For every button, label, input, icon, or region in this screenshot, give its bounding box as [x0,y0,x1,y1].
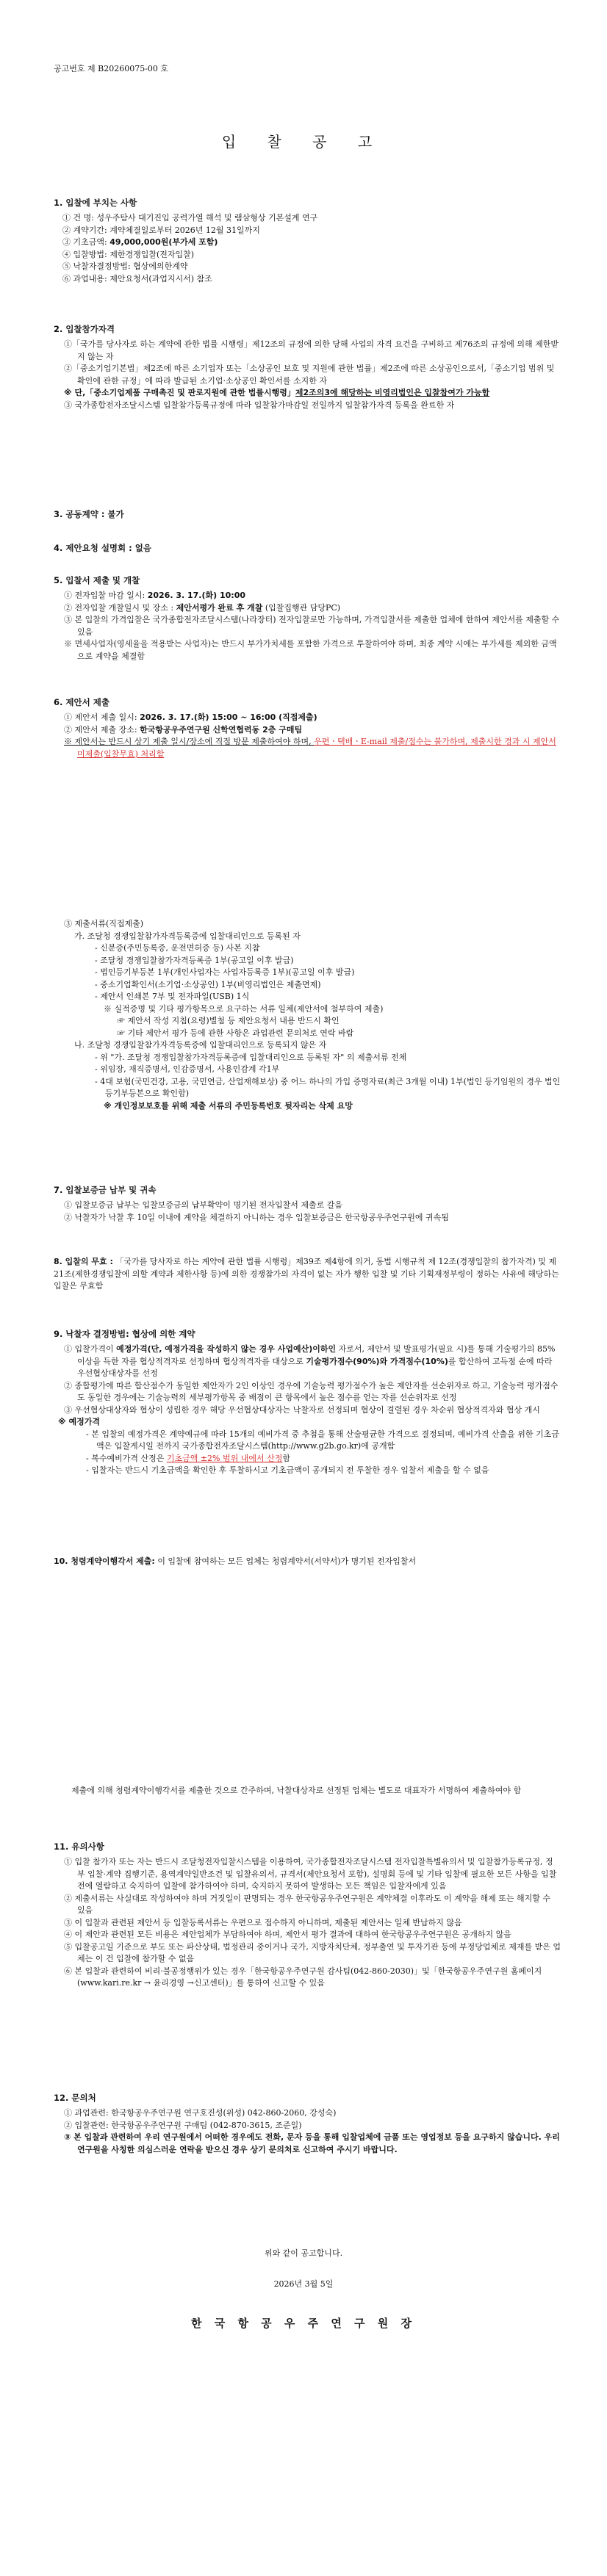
base-amount: 49,000,000원(부가세 포함) [109,237,218,248]
s6b-line-1: ③ 제출서류(직접제출) [64,919,144,928]
s6b-line-4: - 조달청 경쟁입찰참가자격등록증 1부(공고일 이후 발급) [95,955,294,965]
s12-line-2: ② 입찰관련: 한국항공우주연구원 구매팀 (042-870-3615, 조준일) [64,2120,302,2130]
section-9 [54,1328,561,1477]
section-4-heading: 4. 제안요청 설명회 : 없음 [54,543,151,553]
s2-line-1: ①「국가를 당사자로 하는 계약에 관한 법률 시행령」제12조의 규정에 의한 당해 사업의 자격 요건을 구비하고 제76조의 규정에 의해 제한받지 않는 자 [64,339,558,361]
s6-line-1: ① 제안서 제출 일시: 2026. 3. 17.(화) 15:00 ~ 16:00 (직접제출) [64,712,317,723]
s1-line-1: ① 건 명: 성우주탐사 대기진입 공력가열 해석 및 램삼형상 기본설계 연구 [62,213,318,223]
section-11 [54,1841,561,1990]
s11-line-3: ③ 이 입찰과 관련된 제안서 등 입찰등록서류는 우편으로 접수하지 아니하며, 제출된 제안서는 일체 반납하지 않음 [64,1917,462,1927]
s7-line-1: ① 입찰보증금 납부는 입찰보증금의 납부확약이 명기된 전자입찰서 제출로 갈음 [64,1200,343,1211]
section-9-heading: 9. 낙찰자 결정방법: 협상에 의한 계약 [54,1329,195,1339]
s9-line-1: ① 입찰가격이 예정가격(단, 예정가격을 작성하지 않는 경우 사업예산)이하인 자로서, 제안서 및 발표평가(필요 시)를 통해 기술평가의 85%이상을 득한 자를 협상적격자로 선정하며 협상적격자를 대상으로 기술평가점수(90%)와 가격점수(10%)를 합산하여 고득점 순에 따라 우선협상대상자를 선정 [64,1344,556,1379]
section-1 [54,197,561,285]
s6b-line-10: ☞ 기타 제안서 평가 등에 관한 사항은 과업관련 문의처로 연락 바람 [117,1028,354,1038]
s2-line-2: ②「중소기업기본법」제2조에 따른 소기업자 또는「소상공인 보호 및 지원에 관한 법률」제2조에 따른 소상공인으로서,「중소기업 범위 및 확인에 관한 규정」에 따라 발급된 소기업·소상공인 확인서를 소지한 자 [64,364,555,386]
section-8-heading: 8. 입찰의 무효 : [54,1257,113,1266]
page-title: 입 찰 공 고 [221,133,386,151]
s9-line-4: ※ 예정가격 [58,1417,101,1427]
s1-line-5: ⑤ 낙찰자결정방법: 협상에의한계약 [62,261,188,272]
s6b-line-15: ※ 개인정보보호를 위해 제출 서류의 주민등록번호 뒷자리는 삭제 요망 [104,1100,353,1111]
s11-line-5: ⑤ 입찰공고일 기준으로 부도 또는 파산상태, 법정관리 중이거나 국가, 지방자치단체, 정부출연 및 투자기관 등에 부정당업체로 제재를 받은 업체는 이 건 입찰에 참가할 수 없음 [64,1941,561,1964]
section-7-heading: 7. 입찰보증금 납부 및 귀속 [54,1185,157,1195]
section-4 [54,542,561,558]
section-2-heading: 2. 입찰참가자격 [54,324,115,334]
s6b-line-6: - 중소기업확인서(소기업·소상공인) 1부(비영리법인은 제출면제) [95,979,321,989]
section-8 [54,1256,561,1293]
s6b-line-9: ☞ 제안서 작성 지침(요령)별첨 등 제안요청서 내용 반드시 확인 [117,1016,340,1025]
section-10 [54,1556,561,1568]
s6b-line-14: - 4대 보험(국민건강, 고용, 국민연금, 산업재해보상) 중 어느 하나의 가입 증명자료(최근 3개월 이내) 1부(법인 등기임원의 경우 법인등기부등본으로 확인함) [95,1076,561,1098]
section-3 [54,508,561,524]
s9-line-6: - 복수예비가격 산정은 기초금액 ±2% 범위 내에서 산정함 [86,1453,291,1463]
s9-line-3: ③ 우선협상대상자와 협상이 성립한 경우 해당 우선협상대상자는 낙찰자로 선정되며 협상이 결렬된 경우 차순위 협상적격자와 협상 개시 [64,1404,540,1415]
s5-line-2: ② 전자입찰 개찰일시 및 장소 : 제안서평가 완료 후 개찰 (입찰집행관 담당PC) [64,602,341,613]
s5-line-4: ※ 면세사업자(영세율을 적용받는 사업자)는 반드시 부가가치세를 포함한 가격으로 투찰하여야 하며, 최종 계약 시에는 부가세를 제외한 금액으로 계약을 체결함 [64,639,557,661]
section-10-cont: 제출에 의해 청렴계약이행각서를 제출한 것으로 간주하며, 낙찰대상자로 선정된 업체는 별도로 대표자가 서명하여 제출하여야 함 [71,1786,522,1795]
section-2 [54,323,561,411]
s9-line-2: ② 종합평가에 따른 합산점수가 동일한 제안자가 2인 이상인 경우에 기술능력 평가점수가 높은 제안자를 선순위자로 하고, 기술능력 평가점수도 동일한 경우에는 기술능력의 세부평가항목 중 배점이 큰 항목에서 높은 점수를 얻는 자를 선순위자로 선정 [64,1380,558,1403]
s6b-line-5: - 법인등기부등본 1부(개인사업자는 사업자등록증 1부)(공고일 이후 발급) [95,967,355,977]
section-10-text: 10. 청렴계약이행각서 제출: 이 입찰에 참여하는 모든 업체는 청렴계약서(서약서)가 명기된 전자입찰서 [54,1556,417,1566]
section-5 [54,574,561,663]
section-5-heading: 5. 입찰서 제출 및 개찰 [54,575,140,585]
section-1-heading: 1. 입찰에 부치는 사항 [54,198,137,208]
s1-line-4: ④ 입찰방법: 제한경쟁입찰(전자입찰) [62,249,195,259]
closing-date: 2026년 3월 5일 [273,2279,334,2289]
s1-line-3: ③ 기초금액: 49,000,000원(부가세 포함) [62,237,218,248]
issuing-organization: 한 국 항 공 우 주 연 구 원 장 [191,2317,416,2330]
s6-line-3: ※ 제안서는 반드시 상기 제출 일시/장소에 직접 방문 제출하여야 하며, 우편ㆍ택배ㆍE-mail 제출/접수는 불가하며, 제출시한 경과 시 제안서미제출(입찰무효) 처리함 [64,737,556,759]
s6b-line-13: - 위임장, 재직증명서, 인감증명서, 사용인감계 각1부 [95,1064,280,1074]
s6b-line-2: 가. 조달청 경쟁입찰참가자격등록증에 입찰대리인으로 등록된 자 [74,931,301,941]
s2-line-4: ③ 국가종합전자조달시스템 입찰참가등록규정에 따라 입찰참가마감일 전일까지 입찰참가자격 등록을 완료한 자 [64,400,455,410]
s5-line-1: ① 전자입찰 마감 일시: 2026. 3. 17.(화) 10:00 [64,591,245,601]
s9-line-5: - 본 입찰의 예정가격은 계약예규에 따라 15개의 예비가격 중 추첨을 통해 산술평균한 가격으로 결정되며, 예비가격 산출을 위한 기초금액은 입찰게시일 전까지 국가종합전자조달시스템(http://www.g2b.go.kr)에 공개함 [86,1429,559,1451]
s12-line-1: ① 과업관련: 한국항공우주연구원 연구호진성(위성) 042-860-2060, 강성숙) [64,2108,337,2118]
section-10-heading: 10. 청렴계약이행각서 제출: [54,1556,155,1566]
s1-line-6: ⑥ 과업내용: 제안요청서(과업지시서) 참조 [62,273,212,284]
section-6-heading: 6. 제안서 제출 [54,697,109,707]
s7-line-2: ② 낙찰자가 낙찰 후 10일 이내에 계약을 체결하지 아니하는 경우 입찰보증금은 한국항공우주연구원에 귀속됨 [64,1212,449,1222]
s5-line-3: ③ 본 입찰의 가격입찰은 국가종합전자조달시스템(나라장터) 전자입찰로만 가능하며, 가격입찰서를 제출한 업체에 한하여 제안서를 제출할 수 있음 [64,615,560,637]
s6b-line-7: - 제안서 인쇄본 7부 및 전자파일(USB) 1식 [95,992,250,1001]
s11-line-4: ④ 이 제안과 관련된 모든 비용은 제안업체가 부담하여야 하며, 제안서 평가 결과에 대하여 한국항공우주연구원은 공개하지 않음 [64,1930,511,1940]
s6b-line-12: - 위 "가. 조달청 경쟁입찰참가자격등록증에 입찰대리인으로 등록된 자" 의 제출서류 전체 [95,1052,407,1062]
s6-line-2: ② 제안서 제출 장소: 한국항공우주연구원 신학연협력동 2층 구매팀 [64,724,303,735]
s11-line-1: ① 입찰 참가자 또는 자는 반드시 조달청전자입찰시스템을 이용하여, 국가종합전자조달시스템 전자입찰특별유의서 및 입찰참가등록규정, 정부 입찰·계약 집행기준, 용역계약일반조건 및 입찰유의서, 규격서(제안요청서 포함), 설명회 등에 및 기타 입찰에 필요한 모든 사항을 입찰 전에 열람하고 숙지하여 입찰에 참가하여야 하며, 숙지하지 못하여 발생하는 모든 책임은 입찰자에게 있음 [64,1857,557,1891]
s2-line-3: ※ 단,「중소기업제품 구매촉진 및 판로지원에 관한 법률시행령」제2조의3에 해당하는 비영리법인은 입찰참여가 가능함 [64,388,490,398]
section-11-heading: 11. 유의사항 [54,1841,104,1852]
section-3-heading: 3. 공동계약 : 불가 [54,509,124,519]
s11-line-6: ⑥ 본 입찰과 관련하여 비리·불공정행위가 있는 경우「한국항공우주연구원 감사팀(042-860-2030)」및「한국항공우주연구원 홈페이지(www.kari.re.kr → 윤리경영 →신고센터)」를 통하여 신고할 수 있음 [64,1966,542,1988]
s12-line-3: ③ 본 입찰과 관련하여 우리 연구원에서 어떠한 경우에도 전화, 문자 등을 통해 입찰업체에 금품 또는 영업정보 등을 요구하지 않습니다. 우리 연구원을 사칭한 의심스러운 연락을 받으신 경우 상기 문의처로 신고하여 주시기 바랍니다. [64,2132,560,2154]
section-10-continued [54,1785,561,1797]
s9-line-7: - 입찰자는 반드시 기초금액을 확인한 후 투찰하시고 기초금액이 공개되지 전 투찰한 경우 입찰서 제출을 할 수 없음 [86,1465,489,1476]
s6b-line-8: ※ 실적증명 및 기타 평가항목으로 요구하는 서류 일체(제안서에 첨부하여 제출) [104,1003,384,1014]
section-12-heading: 12. 문의처 [54,2093,96,2103]
notice-number: 공고번호 제 B20260075-00 호 [54,64,169,73]
closing-statement: 위와 같이 공고합니다. [264,2248,343,2258]
section-6-submission-docs [54,918,561,1112]
section-8-text: 8. 입찰의 무효 : 「국가를 당사자로 하는 계약에 관한 법률 시행령」제39조 제4항에 의거, 동법 시행규칙 제 12조(경쟁입찰의 참가자격) 및 제21조(제한경쟁입찰에 의할 계약과 제한사항 등)에 의한 경쟁참가의 자격이 없는 자가 행한 입찰 및 기타 기획재정부령이 정하는 사유에 해당하는 입찰은 무효함 [54,1257,559,1291]
section-12 [54,2092,561,2156]
section-6 [54,696,561,760]
section-7 [54,1184,561,1224]
s6b-line-3: - 신분증(주민등록증, 운전면허증 등) 사본 지참 [95,943,260,953]
s6b-line-11: 나. 조달청 경쟁입찰참가자격등록증에 입찰대리인으로 등록되지 않은 자 [74,1040,327,1050]
s11-line-2: ② 제출서류는 사실대로 작성하여야 하며 거짓일이 판명되는 경우 한국항공우주연구원은 계약체결 이후라도 이 계약을 해제 또는 해지할 수 있음 [64,1893,550,1916]
s1-line-2: ② 계약기간: 계약체결일로부터 2026년 12월 31일까지 [62,225,260,235]
